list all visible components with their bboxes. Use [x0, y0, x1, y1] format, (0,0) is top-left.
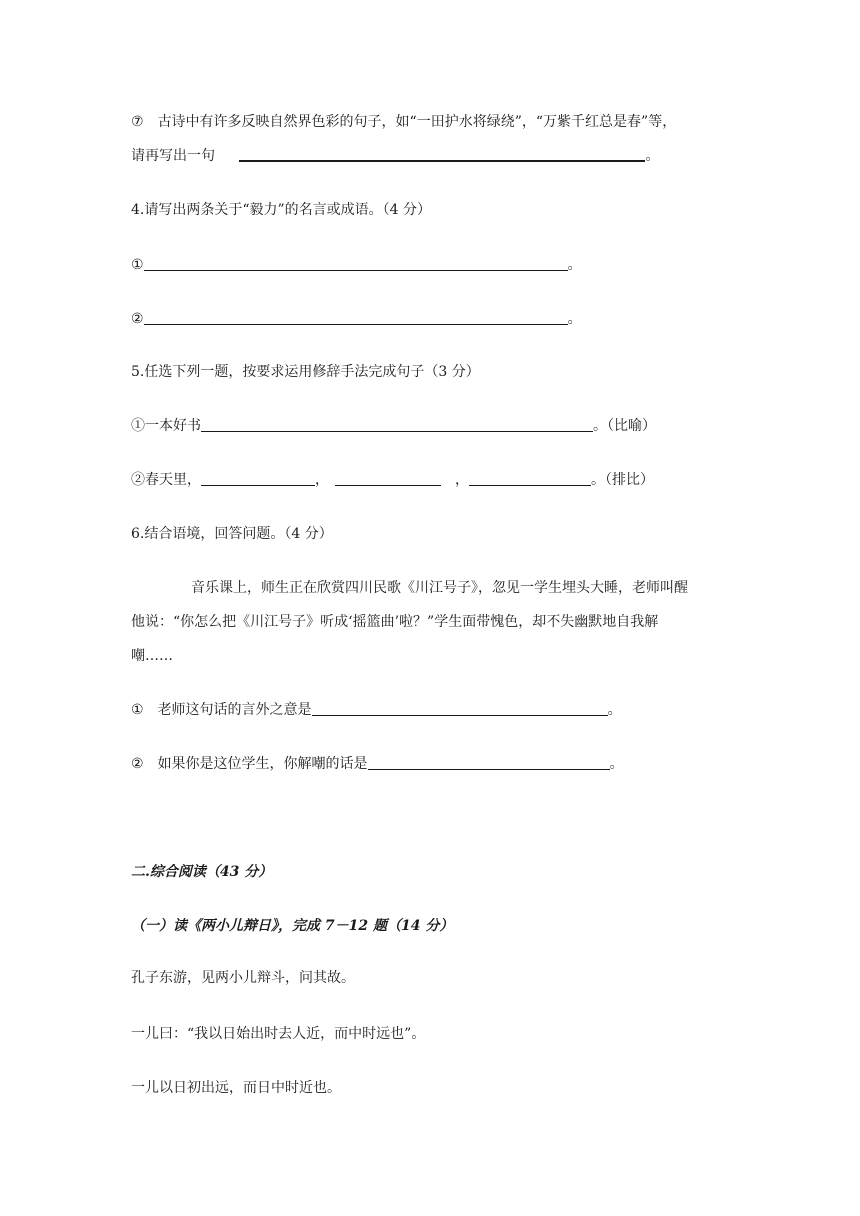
- period: 。: [609, 756, 624, 772]
- section-heading: 二.综合阅读（43 分）: [131, 864, 273, 880]
- period: 。: [567, 311, 582, 327]
- comma: ，: [315, 472, 329, 488]
- section-subheading: （一）读《两小儿辩日》，完成 7－12 题（14 分）: [131, 918, 454, 934]
- q5-item2: [131, 470, 654, 490]
- period: 。: [567, 257, 582, 273]
- passage-line: 孔子东游，见两小儿辩斗，问其故。: [131, 970, 355, 986]
- q6-passage-line3: 嘲……: [131, 648, 173, 664]
- q4-item2: [131, 309, 582, 329]
- answer-blank[interactable]: [239, 146, 645, 162]
- answer-blank[interactable]: [144, 310, 568, 325]
- q6-item2-text: 如果你是这位学生，你解嘲的话是: [157, 756, 368, 772]
- item-marker: ①: [131, 257, 144, 273]
- q5-title: 5.任选下列一题，按要求运用修辞手法完成句子（3 分）: [131, 364, 480, 380]
- item-marker: ②: [131, 311, 144, 327]
- q4-title: 4.请写出两条关于“毅力”的名言或成语。（4 分）: [131, 202, 432, 218]
- answer-blank[interactable]: [201, 471, 315, 486]
- q6-item1: [131, 700, 622, 720]
- q5-item1-prefix: ①一本好书: [131, 418, 201, 434]
- q6-title: 6.结合语境，回答问题。（4 分）: [131, 526, 333, 542]
- q4-item1: [131, 255, 582, 275]
- q5-item2-prefix: ②春天里，: [131, 472, 201, 488]
- q3-item7-line1: [131, 112, 676, 132]
- period: 。: [645, 148, 660, 164]
- answer-blank[interactable]: [144, 256, 568, 271]
- q3-item7-prompt: 请再写出一句: [131, 148, 215, 164]
- q5-item2-suffix: 。（排比）: [591, 472, 654, 488]
- answer-blank[interactable]: [469, 471, 591, 486]
- q3-item7-line2: [131, 146, 659, 166]
- passage-text: 音乐课上，师生正在欣赏四川民歌《川江号子》，忽见一学生埋头大睡，老师叫醒: [191, 580, 688, 596]
- answer-blank[interactable]: [368, 755, 610, 770]
- answer-blank[interactable]: [312, 701, 608, 716]
- q6-item1-text: 老师这句话的言外之意是: [157, 702, 312, 718]
- q6-item2: [131, 754, 624, 774]
- answer-blank[interactable]: [201, 417, 593, 432]
- comma: ，: [455, 472, 469, 488]
- passage-line: 一儿以日初出远，而日中时近也。: [131, 1080, 341, 1096]
- period: 。: [607, 702, 622, 718]
- passage-line: 一儿曰：“我以日始出时去人近，而中时远也”。: [131, 1026, 426, 1042]
- q6-passage-line1: [131, 578, 688, 598]
- item-marker: ①: [131, 702, 144, 718]
- q6-passage-line2: 他说：“你怎么把《川江号子》听成‘摇篮曲’啦？”学生面带愧色，却不失幽默地自我解: [131, 614, 659, 630]
- q3-item7-text: 古诗中有许多反映自然界色彩的句子，如“一田护水将绿绕”，“万紫千红总是春”等，: [157, 114, 677, 130]
- q5-item1: [131, 416, 656, 436]
- item-marker: ②: [131, 756, 144, 772]
- q5-item1-suffix: 。（比喻）: [593, 418, 656, 434]
- answer-blank[interactable]: [335, 471, 441, 486]
- item-marker: ⑦: [131, 114, 144, 130]
